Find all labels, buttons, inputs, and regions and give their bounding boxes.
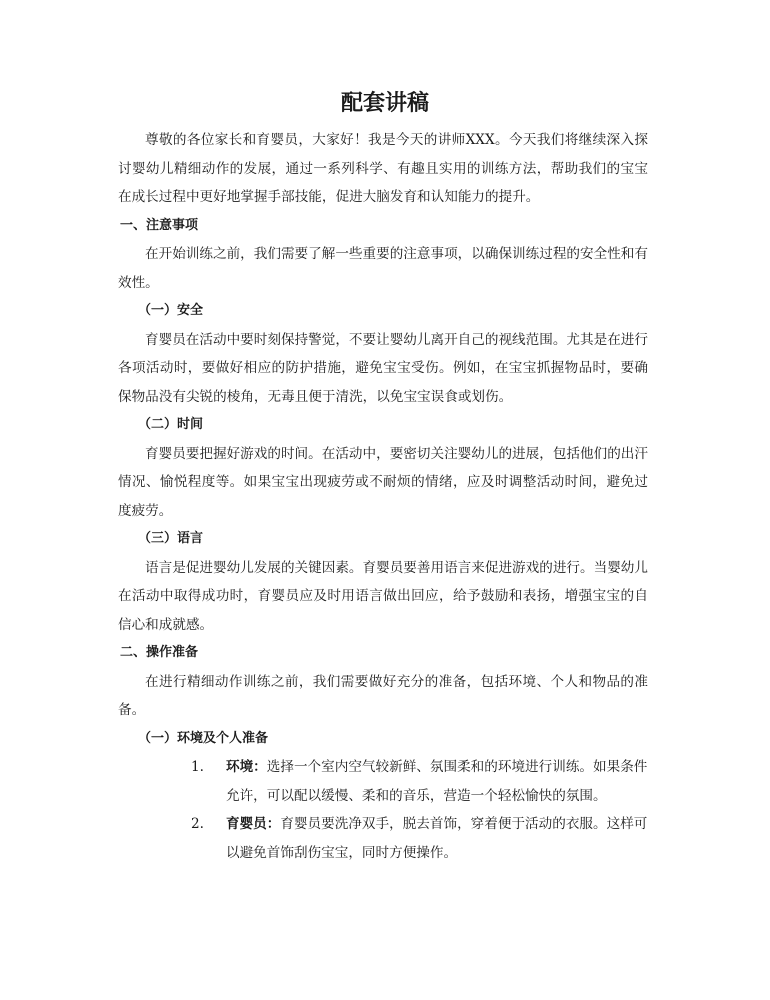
list-item-number: 2. <box>191 816 204 832</box>
subsection-heading-language: （三）语言 <box>138 531 204 546</box>
list-item-text: 选择一个室内空气较新鲜、氛围柔和的环境进行训练。如果条件允许，可以配以缓慢、柔和的音乐，营造一个轻松愉快的氛围。 <box>226 759 648 804</box>
list-item-number: 1. <box>191 759 204 775</box>
document-body <box>118 126 648 867</box>
list-item-text: 育婴员要洗净双手，脱去首饰，穿着便于活动的衣服。这样可以避免首饰刮伤宝宝，同时方便操作。 <box>226 816 648 861</box>
subsection-time-text: 育婴员要把握好游戏的时间。在活动中，要密切关注婴幼儿的进展，包括他们的出汗情况、愉悦程度等。如果宝宝出现疲劳或不耐烦的情绪，应及时调整活动时间，避免过度疲劳。 <box>118 445 648 519</box>
section-precautions-text: 在开始训练之前，我们需要了解一些重要的注意事项，以确保训练过程的安全性和有效性。 <box>118 246 648 291</box>
document-title: 配套讲稿 <box>340 91 429 116</box>
list-item <box>118 753 648 810</box>
list-item <box>118 810 648 867</box>
subsection-heading-environment: （一）环境及个人准备 <box>138 730 269 746</box>
list-item-lead: 环境： <box>226 759 267 775</box>
subsection-heading-time: （二）时间 <box>138 417 204 432</box>
list-item-body <box>226 810 648 867</box>
section-heading-preparation: 二、操作准备 <box>120 645 199 660</box>
section-heading-precautions: 一、注意事项 <box>120 217 199 233</box>
subsection-safety-text: 育婴员在活动中要时刻保持警觉，不要让婴幼儿离开自己的视线范围。尤其是在进行各项活动时，要做好相应的防护措施，避免宝宝受伤。例如，在宝宝抓握物品时，要确保物品没有尖锐的棱角，无毒且便于清洗，以免宝宝误食或划伤。 <box>118 331 648 405</box>
list-item-body <box>226 753 648 810</box>
list-item-lead: 育婴员： <box>226 816 281 832</box>
intro-paragraph: 尊敬的各位家长和育婴员，大家好！我是今天的讲师XXX。今天我们将继续深入探讨婴幼儿精细动作的发展，通过一系列科学、有趣且实用的训练方法，帮助我们的宝宝在成长过程中更好地掌握手部技能，促进大脑发育和认知能力的提升。 <box>118 132 648 205</box>
subsection-heading-safety: （一）安全 <box>138 303 204 318</box>
section-preparation-text: 在进行精细动作训练之前，我们需要做好充分的准备，包括环境、个人和物品的准备。 <box>118 673 648 718</box>
subsection-language-text: 语言是促进婴幼儿发展的关键因素。育婴员要善用语言来促进游戏的进行。当婴幼儿在活动中取得成功时，育婴员应及时用语言做出回应，给予鼓励和表扬，增强宝宝的自信心和成就感。 <box>118 559 648 633</box>
